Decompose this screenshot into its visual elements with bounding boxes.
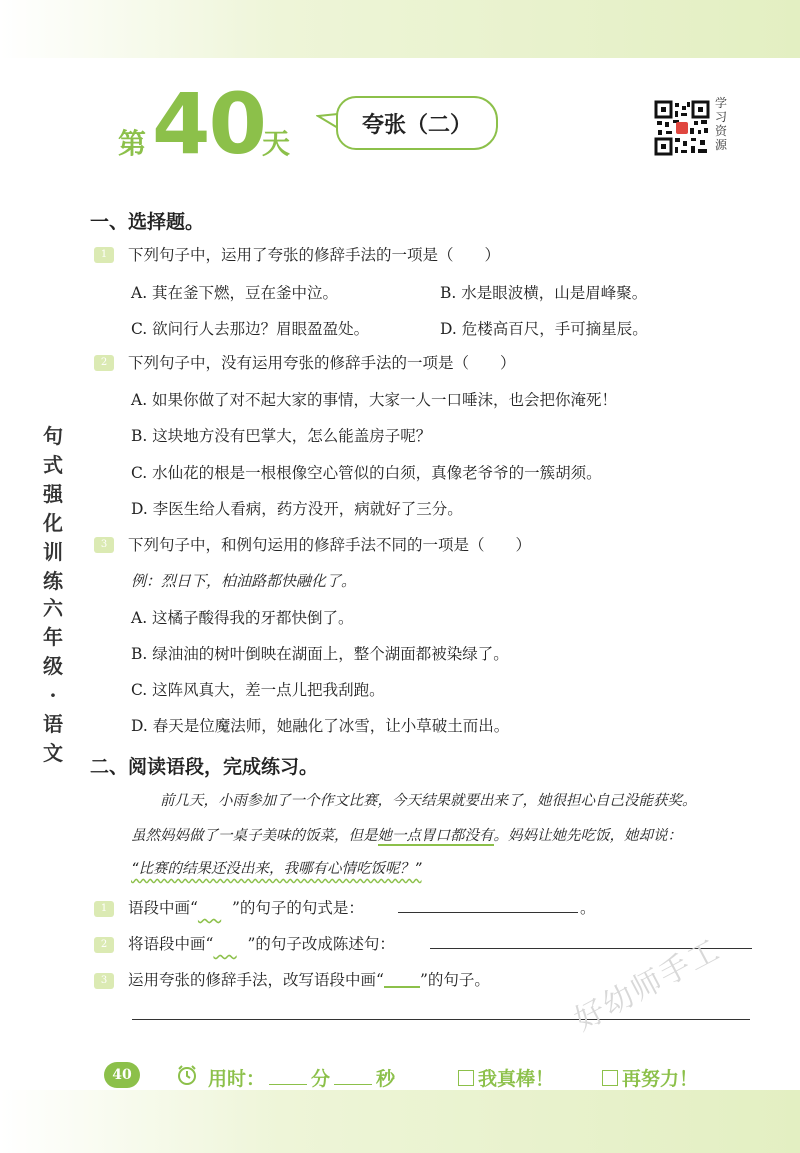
quoted-sentence: “比赛的结果还没出来，我哪有心情吃饭呢？” — [131, 861, 422, 877]
wavy-underlined-sentence — [131, 857, 422, 878]
question-number-badge: 3 — [94, 973, 114, 989]
bottom-decor-band — [0, 1090, 800, 1153]
question-number-badge: 1 — [94, 901, 114, 917]
exercise-prompt: 运用夸张的修辞手法，改写语段中画“ ”的句子。 — [128, 971, 490, 989]
answer-line[interactable] — [398, 912, 578, 913]
top-decor-band — [0, 0, 800, 58]
option-d[interactable]: D. 李医生给人看病，药方没开，病就好了三分。 — [131, 500, 463, 518]
seconds-blank[interactable] — [334, 1084, 372, 1085]
example-sentence: 例：烈日下，柏油路都快融化了。 — [131, 572, 357, 590]
question-number-badge: 2 — [94, 937, 114, 953]
day-suffix: 天 — [262, 127, 291, 160]
wavy-mark-sample — [198, 899, 232, 917]
sentence-end: 。 — [580, 899, 596, 917]
day-prefix: 第 — [118, 127, 147, 160]
time-used: 用时： 分 秒 — [208, 1068, 396, 1090]
minutes-blank[interactable] — [269, 1084, 307, 1085]
question-number-badge: 1 — [94, 247, 114, 263]
option-d[interactable]: D. 危楼高百尺，手可摘星辰。 — [440, 320, 648, 338]
option-b[interactable]: B. 水是眼波横，山是眉峰聚。 — [440, 284, 648, 302]
page-number: 40 — [104, 1062, 140, 1088]
watermark: 好幼师手工 — [568, 932, 727, 1039]
straight-mark-sample — [384, 972, 420, 988]
exercise-prompt: 将语段中画“ ”的句子改成陈述句： — [128, 935, 395, 953]
sidebar-grade-subject: 六年级·语文 — [43, 596, 63, 765]
sidebar-series-title: 句式强化训练 — [43, 424, 63, 593]
option-c[interactable]: C. 欲问行人去那边？眉眼盈盈处。 — [131, 320, 370, 338]
option-a[interactable]: A. 这橘子酸得我的牙都快倒了。 — [131, 609, 354, 627]
question-number-badge: 3 — [94, 537, 114, 553]
passage-text: 虽然妈妈做了一桌子美味的饭菜，但是 — [131, 828, 378, 844]
alarm-clock-icon — [176, 1064, 198, 1086]
day-number: 40 — [152, 75, 265, 173]
answer-line[interactable] — [132, 1019, 750, 1020]
question-stem: 下列句子中，没有运用夸张的修辞手法的一项是（ ） — [128, 354, 516, 372]
question-number-badge: 2 — [94, 355, 114, 371]
option-c[interactable]: C. 这阵风真大，差一点儿把我刮跑。 — [131, 681, 385, 699]
wavy-mark-sample — [213, 935, 247, 953]
checkbox[interactable] — [458, 1070, 474, 1086]
passage-line — [131, 824, 682, 845]
option-b[interactable]: B. 这块地方没有巴掌大，怎么能盖房子呢？ — [131, 427, 432, 445]
self-check-try-again[interactable]: 再努力！ — [602, 1064, 698, 1091]
question-stem: 下列句子中，运用了夸张的修辞手法的一项是（ ） — [128, 246, 501, 264]
exercise-prompt: 语段中画“ ”的句子的句式是： — [128, 899, 364, 917]
option-d[interactable]: D. 春天是位魔法师，她融化了冰雪，让小草破土而出。 — [131, 717, 510, 735]
section-heading-choice: 一、选择题。 — [90, 211, 205, 233]
self-check-great[interactable]: 我真棒！ — [458, 1064, 554, 1091]
question-stem: 下列句子中，和例句运用的修辞手法不同的一项是（ ） — [128, 536, 532, 554]
straight-underlined-sentence: 她一点胃口都没有 — [377, 828, 494, 844]
section-heading-reading: 二、阅读语段，完成练习。 — [90, 756, 319, 778]
option-a[interactable]: A. 萁在釜下燃，豆在釜中泣。 — [131, 284, 339, 302]
option-b[interactable]: B. 绿油油的树叶倒映在湖面上，整个湖面都被染绿了。 — [131, 645, 509, 663]
checkbox[interactable] — [602, 1070, 618, 1086]
qr-label: 学习资源 — [715, 96, 728, 152]
passage-text: 。妈妈让她先吃饭，她却说： — [493, 828, 682, 844]
qr-code-icon[interactable] — [654, 100, 710, 156]
lesson-title: 夸张（二） — [336, 96, 498, 150]
passage-line: 前几天，小雨参加了一个作文比赛，今天结果就要出来了，她很担心自己没能获奖。 — [160, 793, 697, 809]
option-c[interactable]: C. 水仙花的根是一根根像空心管似的白须，真像老爷爷的一簇胡须。 — [131, 464, 602, 482]
option-a[interactable]: A. 如果你做了对不起大家的事情，大家一人一口唾沫，也会把你淹死！ — [131, 391, 618, 409]
